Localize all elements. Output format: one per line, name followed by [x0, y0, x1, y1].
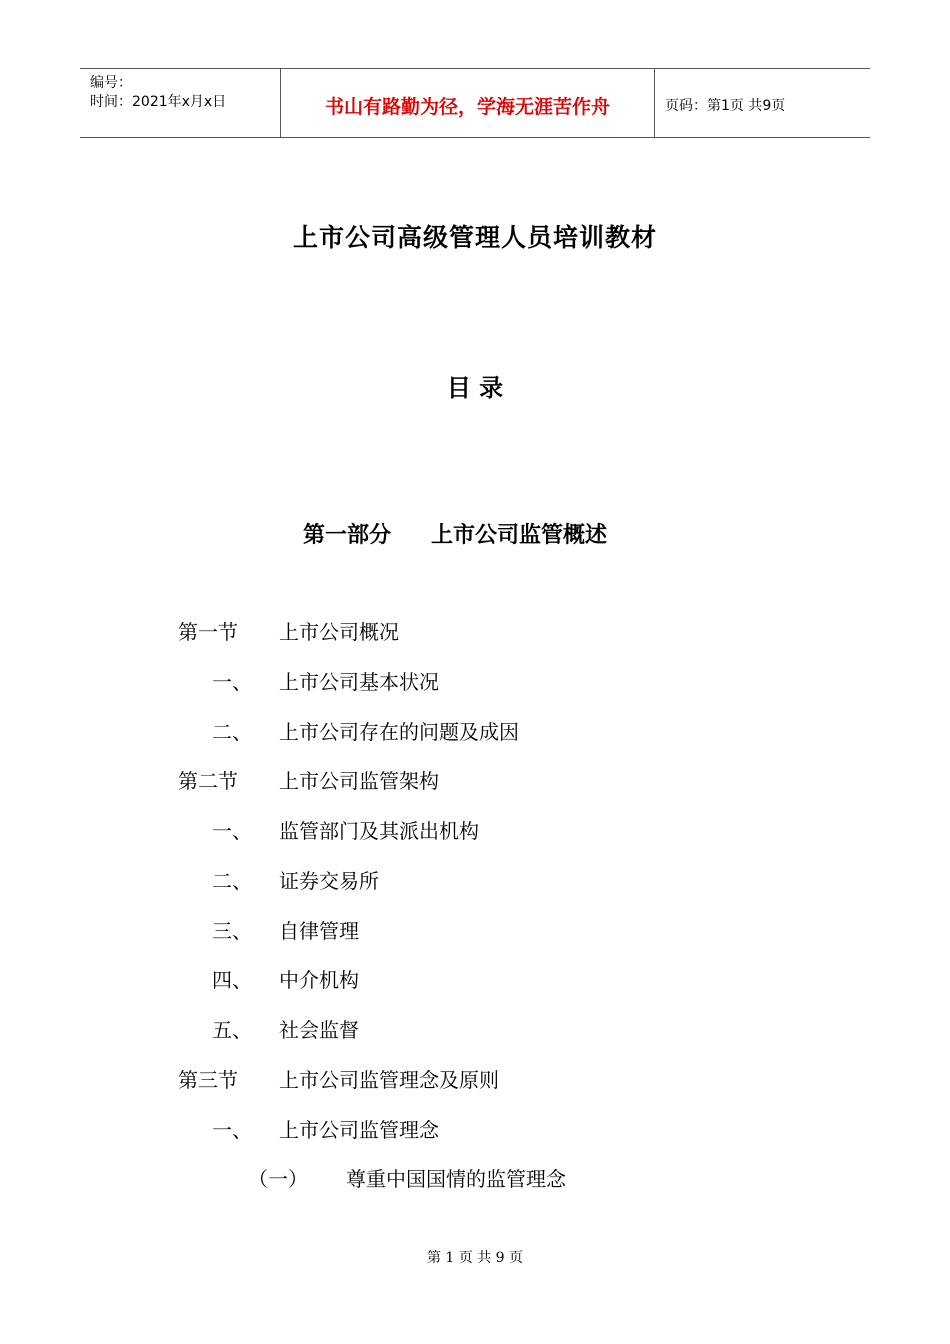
- page-header: [80, 68, 870, 138]
- toc-entry-text: 上市公司概况: [279, 620, 399, 644]
- toc-entry-text: 尊重中国国情的监管理念: [346, 1167, 566, 1191]
- toc-title: 目 录: [446, 373, 504, 402]
- header-page-info: [655, 69, 870, 137]
- toc-entry-text: 证券交易所: [279, 869, 379, 893]
- toc-entry-number: 第三节: [178, 1068, 238, 1092]
- header-meta: [80, 69, 280, 137]
- document-title: 上市公司高级管理人员培训教材: [292, 223, 657, 252]
- toc-entry-text: 上市公司监管理念及原则: [279, 1068, 499, 1092]
- toc-entry-number: 一、: [212, 670, 252, 694]
- toc-entry-number: 第二节: [178, 769, 238, 793]
- page-footer: 第 1 页 共 9 页: [426, 1250, 524, 1266]
- toc-entry-text: 上市公司监管架构: [279, 769, 439, 793]
- toc-entry-text: 中介机构: [279, 968, 359, 992]
- toc-entry-number: （一）: [248, 1167, 308, 1191]
- toc-entry-text: 自律管理: [279, 919, 359, 943]
- toc-entry-number: 五、: [212, 1018, 252, 1042]
- toc-entry-text: 社会监督: [279, 1018, 359, 1042]
- toc-entry-number: 四、: [212, 968, 252, 992]
- toc-entry-text: 监管部门及其派出机构: [279, 819, 479, 843]
- toc-entry-text: 上市公司存在的问题及成因: [279, 720, 519, 744]
- part-title: 上市公司监管概述: [431, 522, 608, 548]
- toc-entry-number: 第一节: [178, 620, 238, 644]
- toc-entry-number: 一、: [212, 1118, 252, 1142]
- number-label: 编号：: [90, 75, 132, 91]
- motto-text: 书山有路勤为径，学海无涯苦作舟: [324, 95, 610, 118]
- time-label: 时间：2021年x月x日: [90, 94, 227, 110]
- toc-entry-number: 一、: [212, 819, 252, 843]
- toc-entry-number: 三、: [212, 919, 252, 943]
- part-label: 第一部分: [303, 522, 392, 548]
- toc-entry-number: 二、: [212, 869, 252, 893]
- toc-entry-text: 上市公司监管理念: [279, 1118, 439, 1142]
- header-motto: [280, 69, 655, 137]
- page-info-text: 页码：第1页 共9页: [665, 98, 786, 114]
- toc-entry-number: 二、: [212, 720, 252, 744]
- part-heading: [303, 518, 607, 549]
- toc-entry-text: 上市公司基本状况: [279, 670, 439, 694]
